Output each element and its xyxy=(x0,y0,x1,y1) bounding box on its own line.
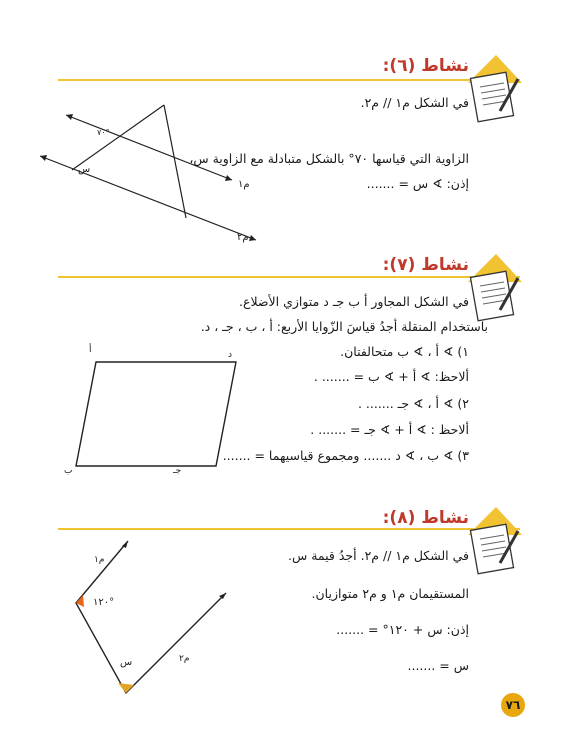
activity-8-label-m1: م١ xyxy=(94,555,105,565)
activity-7-title: نشاط (٧): xyxy=(382,255,469,275)
activity-8-title: نشاط (٨): xyxy=(382,508,469,528)
activity-7-line-7: ٣) ∢ ب ، ∢ د ....... ومجموع قياسيهما = ....... xyxy=(222,448,469,463)
activity-7-line-1: في الشكل المجاور أ ب جـ د متوازي الأضلاع. xyxy=(239,294,469,309)
activity-8-label-m2: م٢ xyxy=(179,654,190,664)
notepad-pencil-icon xyxy=(466,252,524,322)
activity-7-rule xyxy=(58,276,520,278)
activity-6-rule xyxy=(58,79,520,81)
activity-7-line-4: ألاحظ: ∢ أ + ∢ ب = ....... . xyxy=(313,369,469,384)
parallelogram-figure xyxy=(60,350,250,480)
activity-6-title: نشاط (٦): xyxy=(382,56,469,76)
activity-6-line-label-m2: م٢ xyxy=(237,232,249,243)
activity-8-angle-120: ١٢٠° xyxy=(93,597,115,608)
activity-6-line-2: الزاوية التي قياسها ٧٠° بالشكل متبادلة مع الزاوية س، xyxy=(189,151,469,166)
vertex-label-a: أ xyxy=(89,345,92,355)
vertex-label-b: ب xyxy=(64,466,73,476)
vertex-label-d: د xyxy=(228,350,233,360)
activity-6-angle-70: ٧٠° xyxy=(97,128,110,137)
activity-7-line-6: ألاحظ : ∢ أ + ∢ جـ = ....... . xyxy=(310,422,469,437)
activity-8-angle-x: س xyxy=(120,657,133,668)
activity-6-figure xyxy=(36,100,266,250)
activity-8-line-4: س = ....... xyxy=(407,658,469,673)
page-number: ٧٦ xyxy=(505,698,521,712)
activity-6-line-1: في الشكل م١ // م٢. xyxy=(360,95,469,110)
activity-6-angle-x: س xyxy=(78,164,91,175)
activity-8-line-2: المستقيمان م١ و م٢ متوازيان. xyxy=(311,586,469,601)
notepad-pencil-icon xyxy=(466,53,524,123)
activity-7-line-5: ٢) ∢ أ ، ∢ جـ ....... . xyxy=(357,396,469,411)
activity-6-line-label-m1: م١ xyxy=(238,179,250,190)
page-number-badge xyxy=(501,693,525,717)
activity-8-line-3: إذن: س + ١٢٠° = ....... xyxy=(336,622,469,637)
activity-8-line-1: في الشكل م١ // م٢. أجدُ قيمة س. xyxy=(288,548,469,563)
activity-6-line-3: إذن: ∢ س = ....... xyxy=(366,176,469,191)
activity-7-line-2: باستخدام المنقلة أجدُ قياسَ الزّوايا الأربع: أ ، ب ، جـ ، د. xyxy=(200,319,488,334)
activity-8-rule xyxy=(58,528,520,530)
activity-8-figure xyxy=(60,535,250,705)
notepad-pencil-icon xyxy=(466,505,524,575)
vertex-label-c: جـ xyxy=(173,466,182,476)
activity-7-line-3: ١) ∢ أ ، ∢ ب متحالفتان. xyxy=(340,344,469,359)
